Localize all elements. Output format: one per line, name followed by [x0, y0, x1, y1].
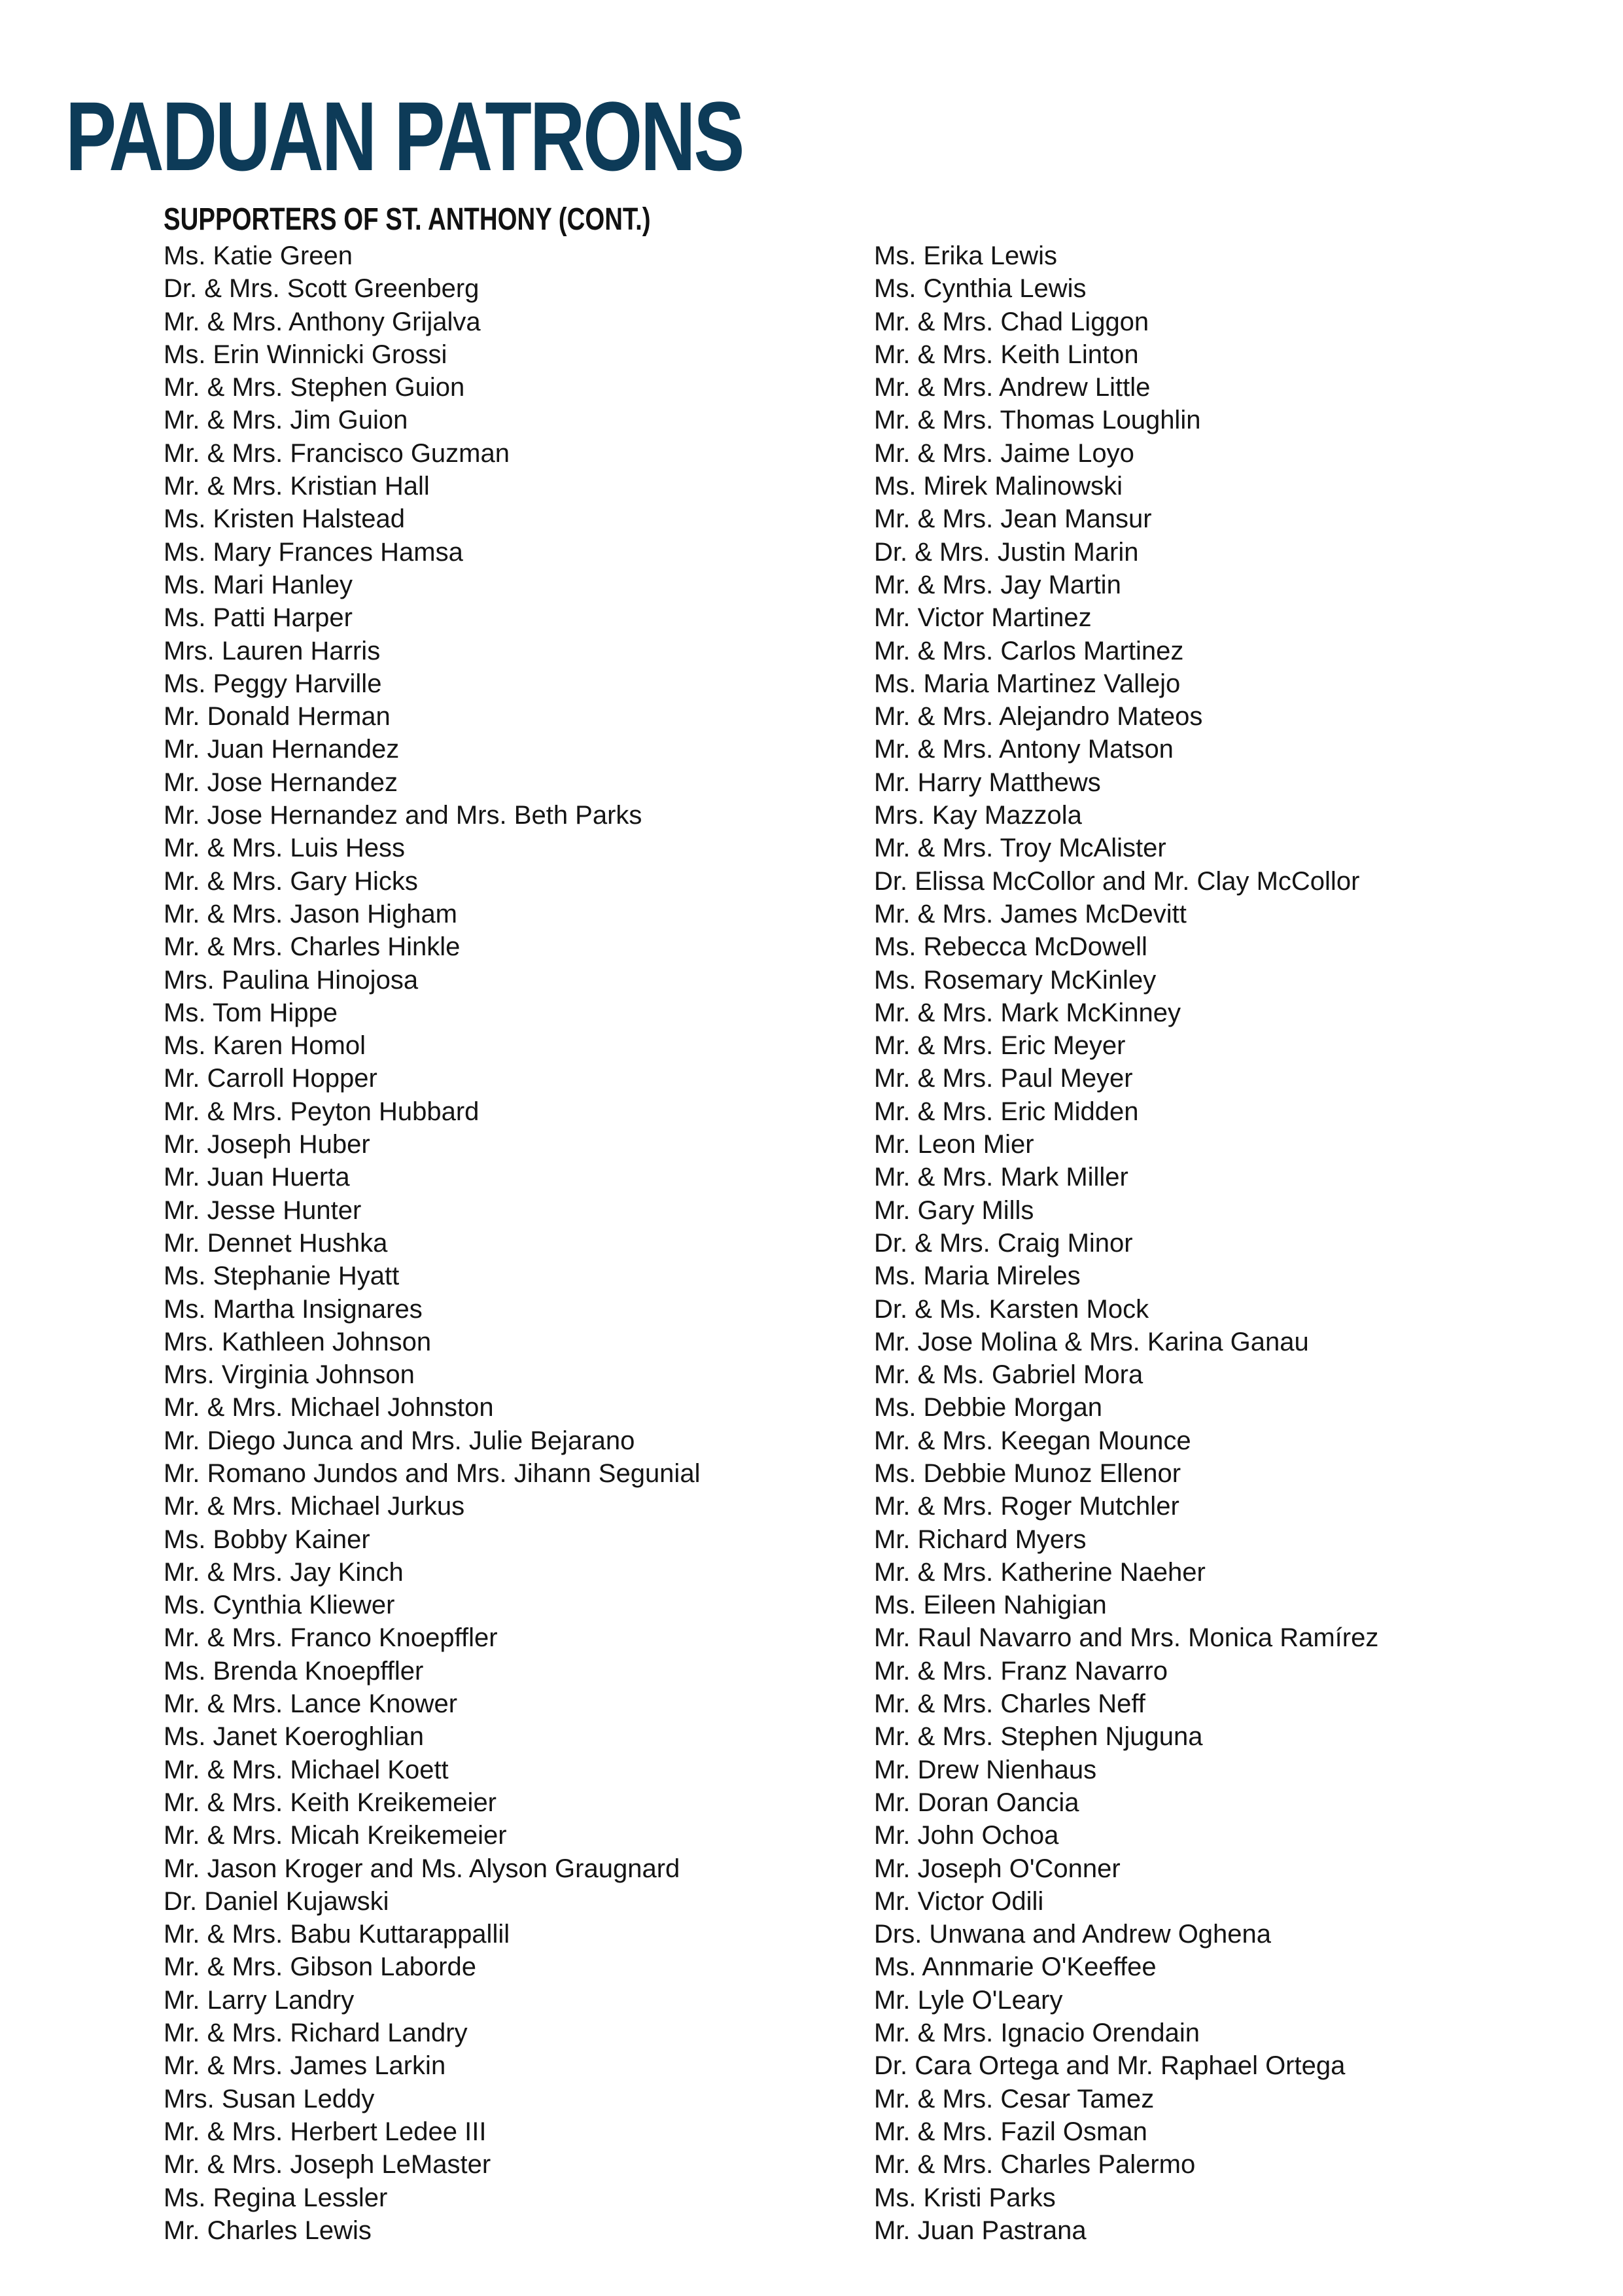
- patron-name: Mrs. Paulina Hinojosa: [164, 965, 419, 995]
- patron-name: Ms. Brenda Knoepffler: [164, 1656, 424, 1686]
- patron-name: Mr. & Mrs. Keith Linton: [874, 340, 1139, 369]
- patron-name: Mr. Charles Lewis: [164, 2216, 372, 2245]
- patron-name: Mr. & Mrs. Keegan Mounce: [874, 1426, 1191, 1455]
- patron-name: Mr. & Mrs. Charles Neff: [874, 1689, 1145, 1719]
- patron-name: Mr. & Mrs. Joseph LeMaster: [164, 2150, 491, 2180]
- patron-name: Mr. John Ochoa: [874, 1821, 1059, 1850]
- patron-name: Mr. & Mrs. Gibson Laborde: [164, 1952, 476, 1982]
- patron-name: Ms. Janet Koeroghlian: [164, 1722, 425, 1752]
- patron-name: Mr. & Mrs. Roger Mutchler: [874, 1492, 1179, 1521]
- patron-name: Mr. & Mrs. Cesar Tamez: [874, 2084, 1155, 2113]
- patron-name: Drs. Unwana and Andrew Oghena: [874, 1920, 1272, 1949]
- patron-name: Ms. Rosemary McKinley: [874, 965, 1157, 995]
- patron-name: Mrs. Kathleen Johnson: [164, 1327, 432, 1356]
- patron-name: Mr. & Mrs. Eric Meyer: [874, 1031, 1126, 1061]
- patron-name: Ms. Mari Hanley: [164, 570, 353, 599]
- patron-name: Ms. Bobby Kainer: [164, 1525, 370, 1554]
- patron-name: Dr. & Ms. Karsten Mock: [874, 1294, 1149, 1324]
- patron-name: Dr. Daniel Kujawski: [164, 1886, 389, 1916]
- patron-name: Mr. Dennet Hushka: [164, 1228, 388, 1258]
- patron-name: Mr. & Mrs. Charles Hinkle: [164, 932, 461, 962]
- patron-name: Mr. & Mrs. Michael Johnston: [164, 1393, 494, 1422]
- patron-name: Dr. & Mrs. Justin Marin: [874, 537, 1139, 567]
- patron-name: Ms. Mirek Malinowski: [874, 472, 1123, 501]
- patron-name: Ms. Annmarie O'Keeffee: [874, 1952, 1157, 1982]
- patron-name: Ms. Erika Lewis: [874, 241, 1058, 270]
- patron-name: Ms. Kristi Parks: [874, 2183, 1056, 2212]
- patron-name: Mr. & Mrs. Babu Kuttarappallil: [164, 1920, 510, 1949]
- patron-name: Mr. Harry Matthews: [874, 768, 1101, 797]
- patron-name: Mr. & Mrs. Troy McAlister: [874, 834, 1166, 863]
- patron-name: Mr. & Mrs. Luis Hess: [164, 834, 405, 863]
- patron-name: Mr. Gary Mills: [874, 1195, 1034, 1225]
- patron-name: Mr. & Mrs. Stephen Guion: [164, 373, 465, 402]
- patron-name: Mr. Juan Hernandez: [164, 735, 400, 764]
- patron-name: Mr. & Mrs. Ignacio Orendain: [874, 2019, 1200, 2048]
- patron-name: Mr. & Mrs. Jean Mansur: [874, 504, 1152, 534]
- section-heading: SUPPORTERS OF ST. ANTHONY (CONT.): [164, 202, 651, 237]
- patron-name: Mr. Jason Kroger and Ms. Alyson Graugnard: [164, 1854, 680, 1883]
- patron-name: Ms. Erin Winnicki Grossi: [164, 340, 447, 369]
- patron-name: Mr. & Mrs. Fazil Osman: [874, 2117, 1147, 2146]
- patron-name: Mr. & Mrs. Michael Koett: [164, 1755, 449, 1784]
- patron-name: Mr. & Mrs. Franz Navarro: [874, 1656, 1168, 1686]
- patron-name: Ms. Cynthia Lewis: [874, 274, 1087, 304]
- patron-name: Ms. Cynthia Kliewer: [164, 1591, 395, 1620]
- patron-name: Dr. & Mrs. Craig Minor: [874, 1228, 1133, 1258]
- patron-name: Dr. Elissa McCollor and Mr. Clay McCollor: [874, 866, 1360, 896]
- patron-name: Mr. Jose Hernandez and Mrs. Beth Parks: [164, 801, 642, 830]
- patron-name: Mrs. Kay Mazzola: [874, 801, 1082, 830]
- patron-name: Ms. Maria Martinez Vallejo: [874, 669, 1181, 698]
- patron-name: Ms. Kristen Halstead: [164, 504, 406, 534]
- patron-name: Mr. Jose Molina & Mrs. Karina Ganau: [874, 1327, 1309, 1356]
- patron-name: Mr. Donald Herman: [164, 702, 391, 732]
- patron-name: Mr. & Mrs. Paul Meyer: [874, 1064, 1133, 1093]
- patron-name: Mr. & Mrs. Jay Kinch: [164, 1557, 404, 1587]
- patron-name: Mr. & Mrs. Thomas Loughlin: [874, 406, 1201, 435]
- patron-name: Mr. & Mrs. Andrew Little: [874, 373, 1151, 402]
- patron-name: Mr. & Mrs. Alejandro Mateos: [874, 702, 1203, 732]
- patron-name: Mrs. Lauren Harris: [164, 636, 381, 665]
- patron-name: Mr. Victor Martinez: [874, 603, 1092, 633]
- patron-name: Mr. & Mrs. Mark McKinney: [874, 998, 1181, 1027]
- patron-name: Mr. Juan Huerta: [164, 1163, 350, 1192]
- patron-name: Mr. Richard Myers: [874, 1525, 1087, 1554]
- patron-name: Dr. Cara Ortega and Mr. Raphael Ortega: [874, 2051, 1346, 2081]
- patron-list-left: [164, 239, 700, 2247]
- patron-name: Mr. & Mrs. Gary Hicks: [164, 866, 418, 896]
- patron-name: Ms. Patti Harper: [164, 603, 353, 633]
- patron-name: Mr. Joseph O'Conner: [874, 1854, 1121, 1883]
- patron-name: Ms. Regina Lessler: [164, 2183, 388, 2212]
- patron-name: Mr. Drew Nienhaus: [874, 1755, 1097, 1784]
- patron-name: Ms. Katie Green: [164, 241, 353, 270]
- patron-name: Ms. Debbie Morgan: [874, 1393, 1103, 1422]
- patron-name: Ms. Peggy Harville: [164, 669, 382, 698]
- patron-name: Mr. & Mrs. Katherine Naeher: [874, 1557, 1206, 1587]
- patron-name: Mr. & Mrs. Anthony Grijalva: [164, 307, 481, 336]
- patron-name: Ms. Stephanie Hyatt: [164, 1262, 400, 1291]
- patron-name: Mr. & Mrs. Antony Matson: [874, 735, 1174, 764]
- patron-name: Ms. Debbie Munoz Ellenor: [874, 1458, 1181, 1488]
- patron-name: Mr. & Mrs. Jim Guion: [164, 406, 408, 435]
- patron-name: Ms. Martha Insignares: [164, 1294, 423, 1324]
- patron-name: Ms. Eileen Nahigian: [874, 1591, 1107, 1620]
- patron-name: Mrs. Susan Leddy: [164, 2084, 375, 2113]
- patron-name: Ms. Karen Homol: [164, 1031, 366, 1061]
- patron-name: Mr. & Mrs. Franco Knoepffler: [164, 1623, 498, 1653]
- patron-name: Mr. & Mrs. Jay Martin: [874, 570, 1121, 599]
- patron-name: Mr. & Mrs. Stephen Njuguna: [874, 1722, 1203, 1752]
- patron-name: Ms. Rebecca McDowell: [874, 932, 1147, 962]
- patron-name: Mr. & Mrs. Keith Kreikemeier: [164, 1788, 497, 1817]
- patron-name: Mr. & Mrs. James Larkin: [164, 2051, 446, 2081]
- patron-list-right: [874, 239, 1378, 2247]
- patron-name: Mr. Jose Hernandez: [164, 768, 398, 797]
- patron-name: Mr. Lyle O'Leary: [874, 1985, 1063, 2015]
- patron-name: Mr. Joseph Huber: [164, 1130, 370, 1159]
- patron-name: Ms. Maria Mireles: [874, 1262, 1081, 1291]
- patron-name: Mr. Leon Mier: [874, 1130, 1034, 1159]
- patron-name: Mr. & Mrs. Francisco Guzman: [164, 438, 510, 468]
- patron-name: Mr. Carroll Hopper: [164, 1064, 377, 1093]
- patron-name: Mr. & Mrs. Richard Landry: [164, 2019, 468, 2048]
- patron-name: Mr. & Ms. Gabriel Mora: [874, 1360, 1143, 1390]
- patron-name: Mr. & Mrs. Carlos Martinez: [874, 636, 1184, 665]
- patron-name: Mr. Victor Odili: [874, 1886, 1044, 1916]
- patron-name: Mr. Diego Junca and Mrs. Julie Bejarano: [164, 1426, 635, 1455]
- patron-name: Mr. & Mrs. Peyton Hubbard: [164, 1097, 480, 1126]
- patron-name: Dr. & Mrs. Scott Greenberg: [164, 274, 480, 304]
- patron-name: Mr. & Mrs. Herbert Ledee III: [164, 2117, 487, 2146]
- patron-name: Mr. & Mrs. James McDevitt: [874, 899, 1187, 928]
- patron-name: Mr. & Mrs. Jason Higham: [164, 899, 458, 928]
- patron-name: Mr. & Mrs. Michael Jurkus: [164, 1492, 465, 1521]
- patron-name: Mr. & Mrs. Chad Liggon: [874, 307, 1149, 336]
- patron-name: Ms. Tom Hippe: [164, 998, 338, 1027]
- patron-name: Mr. & Mrs. Eric Midden: [874, 1097, 1139, 1126]
- patron-name: Mr. & Mrs. Kristian Hall: [164, 472, 430, 501]
- patron-name: Mr. & Mrs. Lance Knower: [164, 1689, 458, 1719]
- patron-name: Mr. & Mrs. Jaime Loyo: [874, 438, 1134, 468]
- patron-name: Mrs. Virginia Johnson: [164, 1360, 415, 1390]
- patron-name: Mr. Juan Pastrana: [874, 2216, 1087, 2245]
- patron-name: Mr. Jesse Hunter: [164, 1195, 362, 1225]
- patron-name: Mr. Raul Navarro and Mrs. Monica Ramírez: [874, 1623, 1379, 1653]
- patron-name: Ms. Mary Frances Hamsa: [164, 537, 463, 567]
- patron-name: Mr. Doran Oancia: [874, 1788, 1079, 1817]
- patron-name: Mr. & Mrs. Micah Kreikemeier: [164, 1821, 507, 1850]
- patron-name: Mr. Romano Jundos and Mrs. Jihann Segunial: [164, 1458, 701, 1488]
- patron-name: Mr. & Mrs. Charles Palermo: [874, 2150, 1196, 2180]
- patron-name: Mr. Larry Landry: [164, 1985, 355, 2015]
- patron-name: Mr. & Mrs. Mark Miller: [874, 1163, 1128, 1192]
- page-title: PADUAN PATRONS: [65, 81, 743, 191]
